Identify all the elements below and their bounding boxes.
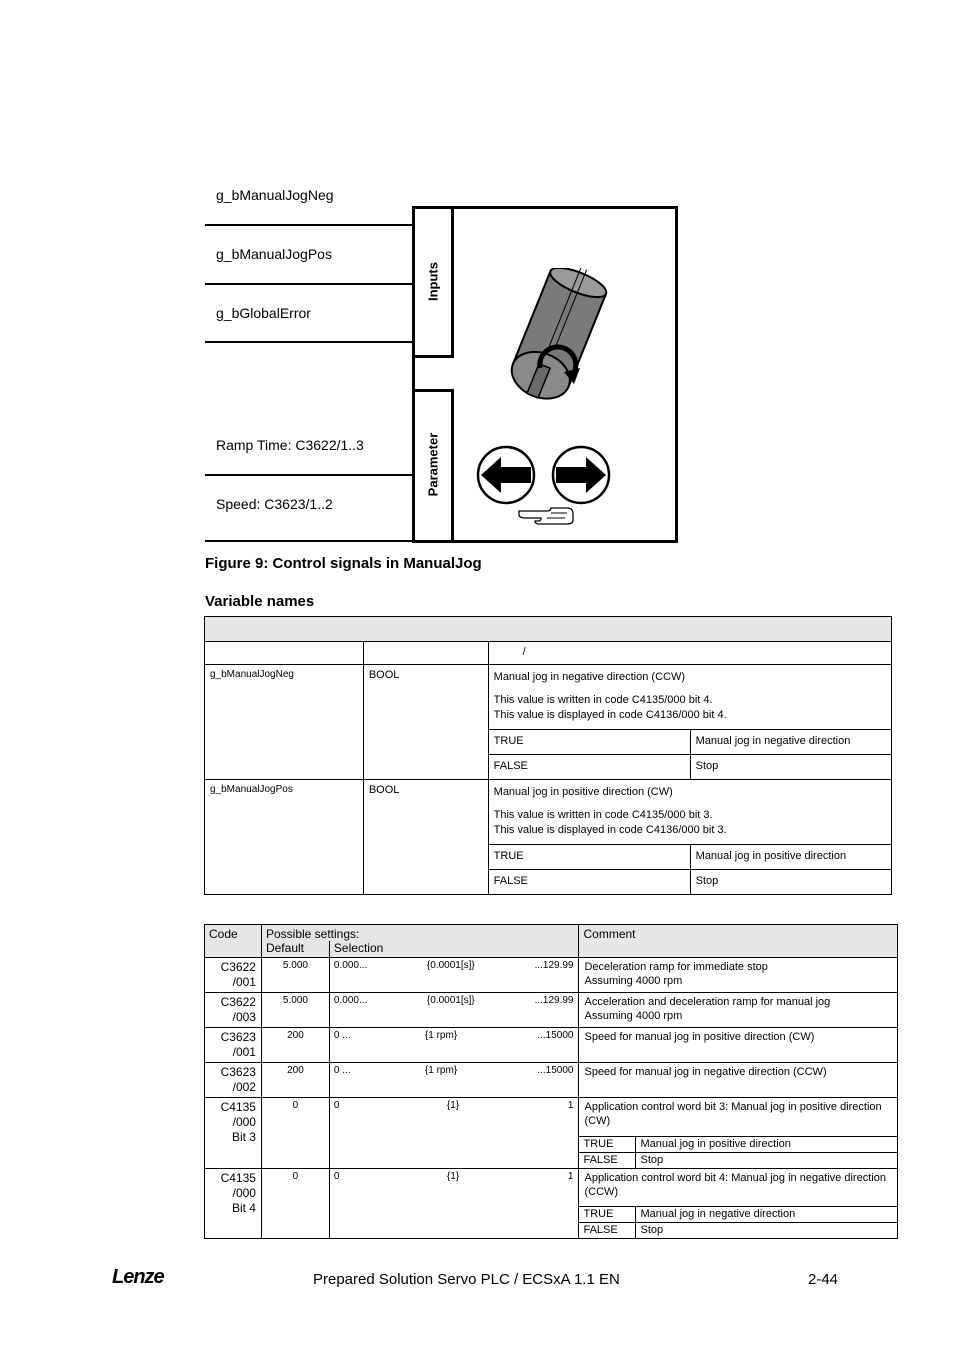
selection-unit: {1 rpm} [424,1030,458,1041]
table-row [205,1169,898,1239]
motor-icon [500,268,610,413]
state-meaning: Stop [636,1153,897,1169]
variable-type: BOOL [363,780,488,895]
table-row [205,1098,898,1169]
state-row [579,1223,897,1239]
signal-label-global-error: g_bGlobalError [216,305,311,321]
selection-cell [329,1169,579,1239]
state-value: TRUE [489,730,691,755]
state-meaning: Stop [690,755,891,780]
header-comment: Comment [579,925,898,958]
header-code: Code [205,925,262,958]
lenze-logo: Lenze [112,1266,164,1288]
state-meaning: Manual jog in negative direction [636,1207,897,1223]
signal-label-jog-neg: g_bManualJogNeg [216,187,334,203]
code-table [204,924,898,1239]
selection-max: ...129.99 [534,960,574,971]
variable-name: g_bManualJogNeg [205,665,364,780]
subheader-slash: / [488,642,891,665]
default-value: 0 [261,1098,329,1169]
hand-pointer-icon [517,503,575,527]
comment-cell: Application control word bit 4: Manual jog in negative direction (CCW) TRUE Manual jog in negative direction FALSE Stop [579,1169,898,1239]
param-label-ramp-time: Ramp Time: C3622/1..3 [216,437,364,453]
variable-note: This value is displayed in code C4136/000 bit 4. [493,709,727,721]
state-row [489,755,891,780]
signal-line [205,224,412,226]
variable-note: This value is written in code C4135/000 bit 3. [493,809,713,821]
state-value: FALSE [489,755,691,780]
state-value: FALSE [579,1223,636,1239]
state-meaning: Manual jog in negative direction [690,730,891,755]
table-row [205,1063,898,1098]
state-row [579,1207,897,1223]
default-value: 0 [261,1169,329,1239]
comment-cell: Speed for manual jog in positive direction (CW) [579,1028,898,1063]
comment-cell: Acceleration and deceleration ramp for manual jog Assuming 4000 rpm [579,993,898,1028]
footer-document-title: Prepared Solution Servo PLC / ECSxA 1.1 EN [313,1271,620,1288]
state-row [489,870,891,895]
variable-name: g_bManualJogPos [205,780,364,895]
variable-description: Manual jog in negative direction (CCW) [493,671,686,683]
table-row [205,1028,898,1063]
arrow-right-icon [550,444,612,506]
code-cell: C3622 /001 [205,958,262,993]
default-value: 200 [261,1028,329,1063]
section-title: Variable names [205,593,315,610]
selection-max: ...15000 [537,1065,574,1076]
selection-min: 0.000... [333,995,368,1006]
selection-min: 0 ... [333,1030,351,1041]
selection-max: ...129.99 [534,995,574,1006]
state-meaning: Manual jog in positive direction [636,1137,897,1153]
state-row [489,845,891,870]
comment-cell: Speed for manual jog in negative direction (CCW) [579,1063,898,1098]
arrow-left-icon [475,444,537,506]
code-cell: C3623 /001 [205,1028,262,1063]
selection-max: 1 [567,1171,574,1182]
selection-cell [329,1063,579,1098]
code-cell: C3623 /002 [205,1063,262,1098]
selection-min: 0 [333,1171,340,1182]
selection-cell [329,1098,579,1169]
param-label-speed: Speed: C3623/1..2 [216,496,333,512]
page-number: 2-44 [808,1271,839,1288]
selection-cell [329,1028,579,1063]
selection-cell [329,993,579,1028]
selection-unit: {1 rpm} [424,1065,458,1076]
comment-cell: Deceleration ramp for immediate stop Assuming 4000 rpm [579,958,898,993]
state-value: FALSE [579,1153,636,1169]
comment-cell: Application control word bit 3: Manual jog in positive direction (CW) TRUE Manual jog in positive direction FALSE Stop [579,1098,898,1169]
variable-table [204,616,892,895]
table-row [205,958,898,993]
variable-type: BOOL [363,665,488,780]
state-value: TRUE [579,1207,636,1223]
subheader-cell [205,642,364,665]
code-cell: C4135 /000 Bit 3 [205,1098,262,1169]
variable-note: This value is displayed in code C4136/000 bit 3. [493,824,727,836]
table-row [205,993,898,1028]
figure-caption: Figure 9: Control signals in ManualJog [205,555,482,572]
state-row [579,1137,897,1153]
code-cell: C4135 /000 Bit 4 [205,1169,262,1239]
signal-line [205,283,412,285]
header-selection: Selection [329,941,579,958]
table-header-band [205,617,892,642]
table-row [205,780,892,895]
state-meaning: Stop [636,1223,897,1239]
inputs-label: Inputs [425,262,441,301]
state-meaning: Manual jog in positive direction [690,845,891,870]
header-default: Default [261,941,329,958]
selection-cell [329,958,579,993]
variable-description: Manual jog in positive direction (CW) [493,786,673,798]
param-line [205,540,412,542]
signal-line [205,341,412,343]
default-value: 5.000 [261,993,329,1028]
variable-description-cell [488,665,891,780]
default-value: 5.000 [261,958,329,993]
state-row [489,730,891,755]
state-value: TRUE [579,1137,636,1153]
param-line [205,474,412,476]
selection-unit: {1} [446,1100,460,1111]
variable-note: This value is written in code C4135/000 bit 4. [493,694,713,706]
state-value: FALSE [489,870,691,895]
default-value: 200 [261,1063,329,1098]
state-value: TRUE [489,845,691,870]
signal-label-jog-pos: g_bManualJogPos [216,246,332,262]
variable-description-cell [488,780,891,895]
selection-unit: {0.0001[s]} [426,960,475,971]
state-row [579,1153,897,1169]
code-cell: C3622 /003 [205,993,262,1028]
header-possible-settings: Possible settings: [261,925,579,942]
parameter-label: Parameter [425,432,441,497]
subheader-cell [363,642,488,665]
selection-min: 0 ... [333,1065,351,1076]
selection-unit: {0.0001[s]} [426,995,475,1006]
table-row [205,665,892,780]
selection-min: 0.000... [333,960,368,971]
selection-max: ...15000 [537,1030,574,1041]
state-meaning: Stop [690,870,891,895]
selection-unit: {1} [446,1171,460,1182]
selection-min: 0 [333,1100,340,1111]
selection-max: 1 [567,1100,574,1111]
